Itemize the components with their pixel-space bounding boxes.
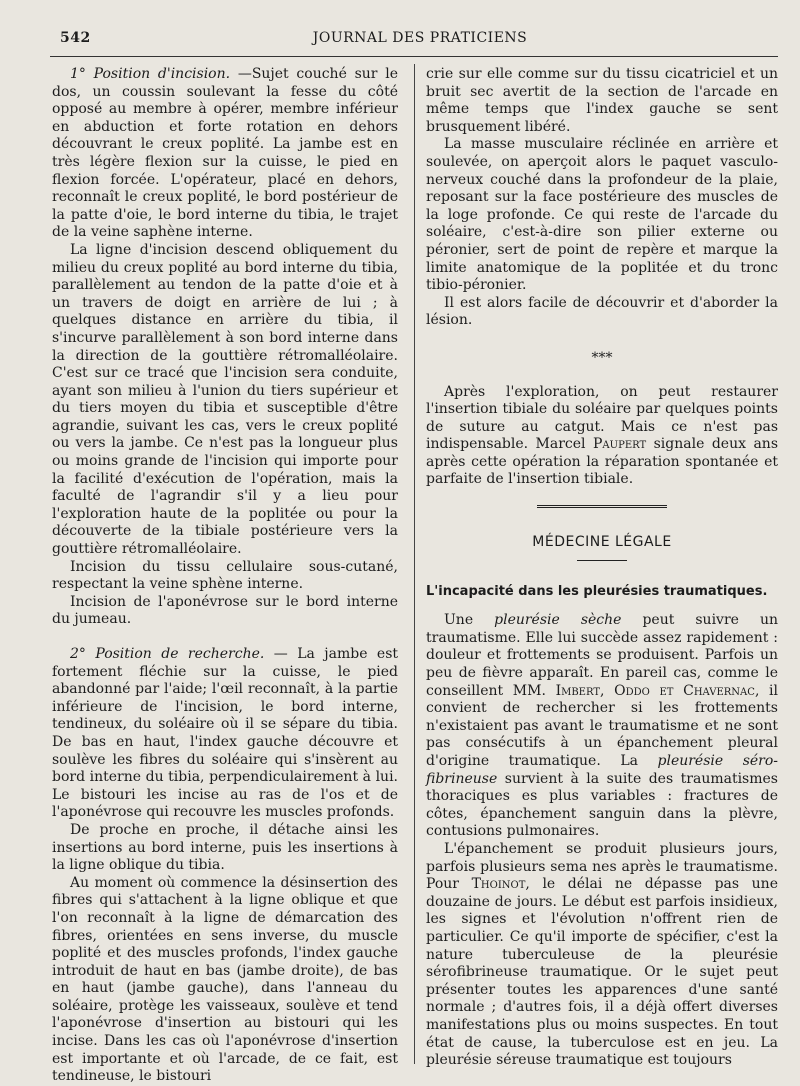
- paragraph: 1° Position d'incision. —Sujet couché sur le dos, un coussin soulevant la fesse du côté opposé au membre à opérer, membre inférieur en abduction et forte rotation en dehors découvrant le creux poplité. La jambe est en très légère flexion sur la cuisse, le pied en flexion forcée. L'opérateur, placé en dehors, reconnaît le creux poplité, le bord postérieur de la patte d'oie, le bord interne du tibia, le trajet de la veine saphène interne.: [52, 66, 399, 241]
- subheading: 2° Position de recherche.: [70, 646, 265, 662]
- article-title: L'incapacité dans les pleurésies traumatiques.: [426, 583, 768, 599]
- section-rule: [577, 560, 627, 561]
- journal-title: JOURNAL DES PRATICIENS: [312, 30, 528, 46]
- left-column: [52, 66, 398, 1086]
- paragraph: L'épanchement se produit plusieurs jours, parfois plusieurs sema nes après le traumatisme. Pour Thoinot, le délai ne dépasse pas une douzaine de jours. Le début est parfois insidieux, les signes et l'évolution n'offrent rien de particulier. Ce qu'il importe de spécifier, c'est la nature tuberculeuse de la pleurésie sérofibrineuse traumatique. Or le sujet peut présenter toutes les apparences d'une santé normale ; d'autres fois, il a déjà offert diverses manifestations plus ou moins suspectes. En tout état de cause, la tuberculose est en jeu. La pleurésie séreuse traumatique est toujours: [426, 840, 778, 1069]
- paragraph: Une pleurésie sèche peut suivre un traumatisme. Elle lui succède assez rapidement : douleur et frottements se produisent. Parfois un peu de fièvre apparaît. En pareil cas, comme le conseillent MM. Imbert, Oddo et Chavernac, il convient de rechercher si les frottements n'existaient pas avant le traumatisme et ne sont pas consécutifs à un épanchement pleural d'origine traumatique. La pleurésie séro-fibrineuse survient à la suite des traumatismes thoraciques es plus variables : fractures de côtes, épanchement sanguin dans la plèvre, contusions pulmonaires.: [426, 612, 779, 840]
- paragraph: Incision du tissu cellulaire sous-cutané, respectant la veine sphène interne.: [52, 558, 398, 593]
- paragraph: Au moment où commence la désinsertion des fibres qui s'attachent à la ligne oblique et que l'on reconnaît à la ligne de démarcation des fibres, orientées en sens inverse, du muscle poplité et des muscles profonds, l'index gauche introduit de haut en bas (jambe droite), de bas en haut (jambe gauche), dans l'anneau du soléaire, protège les vaisseaux, soulève et tend l'aponévrose d'insertion au bistouri qui les incise. Dans les cas où l'aponévrose d'insertion est importante et où l'arcade, de ce fait, est tendineuse, le bistouri: [52, 874, 398, 1085]
- paragraph: Il est alors facile de découvrir et d'aborder la lésion.: [426, 294, 778, 329]
- subheading: 1° Position d'incision.: [70, 66, 231, 82]
- right-column: [426, 66, 778, 1070]
- paragraph: Après l'exploration, on peut restaurer l'insertion tibiale du soléaire par quelques points de suture au catgut. Mais ce n'est pas indispensable. Marcel Paupert signale deux ans après cette opération la réparation spontanée et parfaite de l'insertion tibiale.: [426, 383, 779, 488]
- paragraph: 2° Position de recherche. — La jambe est fortement fléchie sur la cuisse, le pied abandonné par l'aide; l'œil reconnaît, à la partie inférieure de l'incision, le bord interne, tendineux, du soléaire où il se sépare du tibia. De bas en haut, l'index gauche découvre et soulève les fibres du soléaire qui s'insèrent au bord interne du tibia, perpendiculairement à lui. Le bistouri les incise au ras de l'os et de l'aponévrose qui recouvre les muscles profonds.: [52, 646, 399, 821]
- paragraph: De proche en proche, il détache ainsi les insertions au bord interne, puis les insertions à la ligne oblique du tibia.: [52, 821, 398, 874]
- page-number: 542: [60, 30, 91, 46]
- paragraph: La masse musculaire réclinée en arrière et soulevée, on aperçoit alors le paquet vasculo-nerveux couché dans la profondeur de la plaie, reposant sur la face postérieure des muscles de la loge profonde. Ce qui reste de l'arcade du soléaire, c'est-à-dire son pilier externe ou péronier, sert de point de repère et marque la limite anatomique de la poplitée et du tronc tibio-péronier.: [426, 136, 778, 294]
- running-header: [60, 30, 780, 52]
- paragraph: Incision de l'aponévrose sur le bord interne du jumeau.: [52, 593, 398, 628]
- author-name: Thoinot: [471, 876, 526, 893]
- double-rule: [537, 505, 667, 510]
- header-rule: [50, 56, 778, 57]
- asterism: ***: [591, 349, 613, 366]
- paragraph: La ligne d'incision descend obliquement du milieu du creux poplité au bord interne du tibia, parallèlement au tendon de la patte d'oie et à un travers de doigt en arrière de lui ; à quelques distance en arrière du tibia, il s'incurve parallèlement à son bord interne dans la direction de la gouttière rétromalléolaire. C'est sur ce tracé que l'incision sera conduite, ayant son milieu à l'union du tiers supérieur et du tiers moyen du tibia et susceptible d'être agrandie, suivant les cas, vers le creux poplité ou vers la jambe. Ce n'est pas la longueur plus ou moins grande de l'incision qui importe pour la facilité d'exécution de l'opération, mais la faculté de l'agrandir s'il y a lieu pour l'exploration haute de la poplitée ou pour la découverte de la tibiale postérieure vers la gouttière rétromalléolaire.: [52, 241, 398, 558]
- column-divider: [414, 64, 415, 1064]
- paragraph: crie sur elle comme sur du tissu cicatriciel et un bruit sec avertit de la section de l'arcade en même temps que l'index gauche se sent brusquement libéré.: [426, 66, 778, 135]
- section-title: MÉDECINE LÉGALE: [532, 534, 672, 551]
- author-names: Imbert, Oddo et Chavernac: [555, 682, 755, 699]
- author-name: Paupert: [593, 436, 647, 453]
- spacer: [52, 629, 398, 646]
